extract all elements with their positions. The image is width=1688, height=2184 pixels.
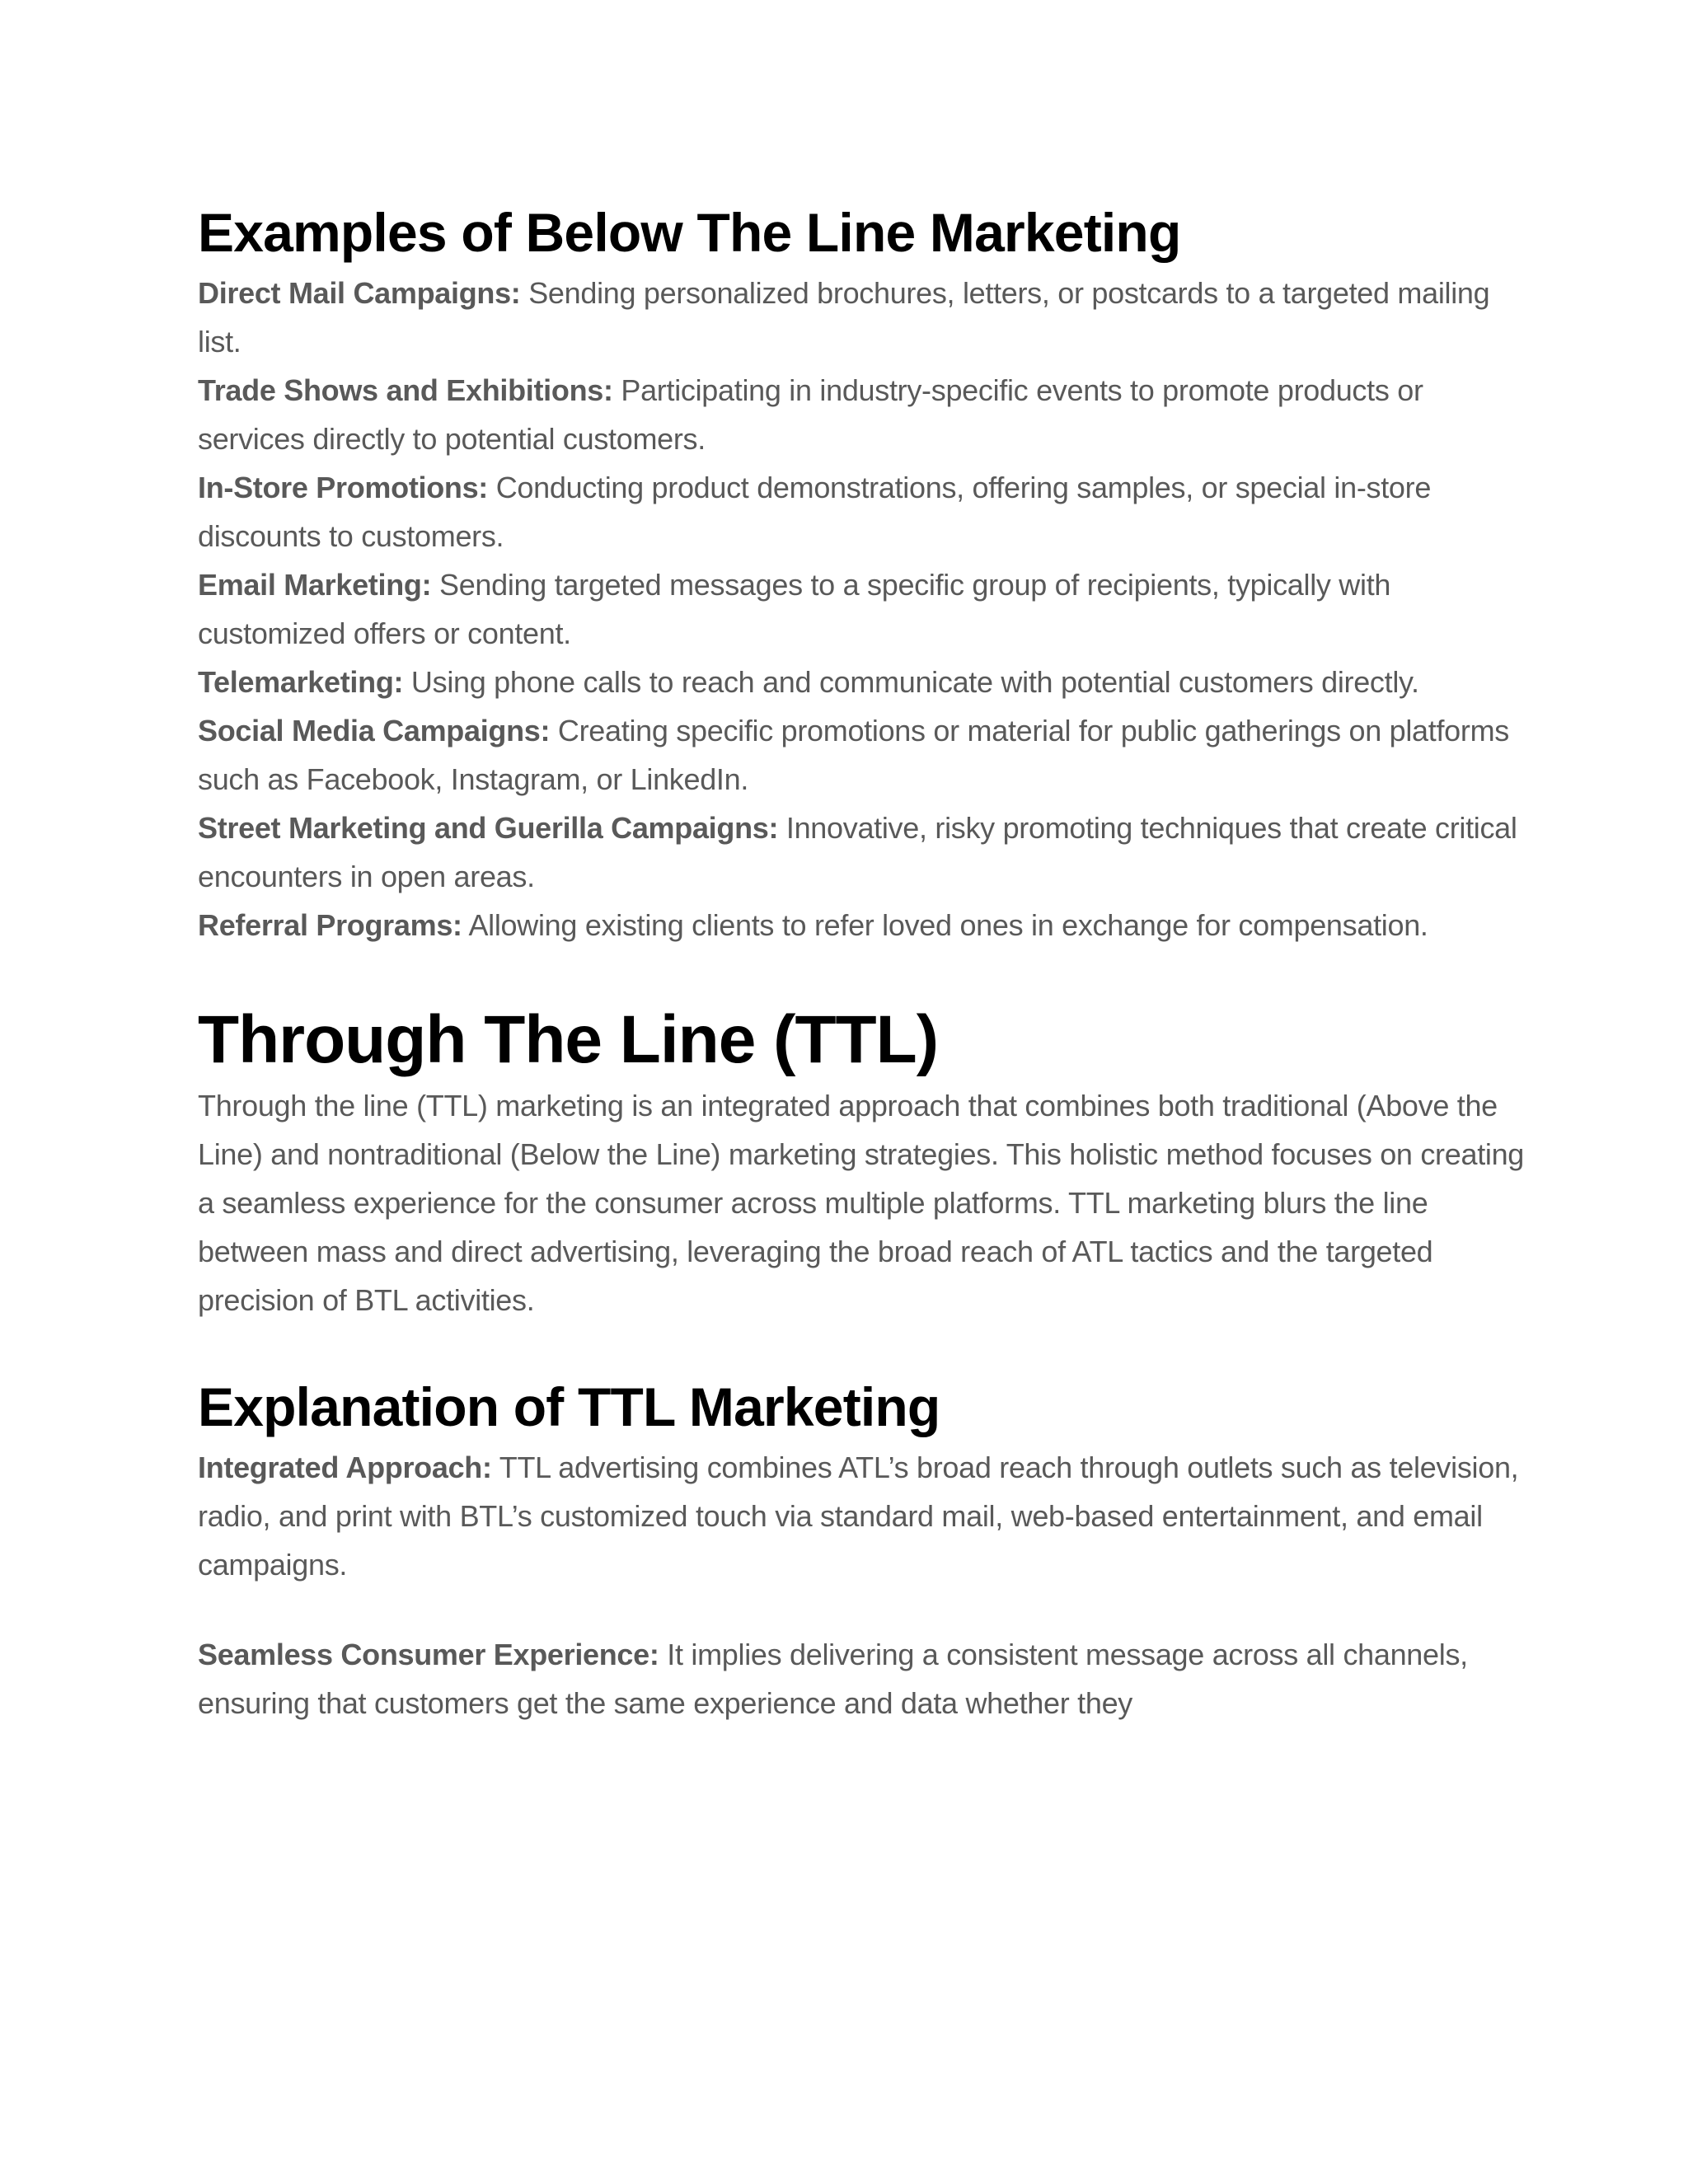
item-term: Telemarketing: <box>198 665 404 699</box>
item-text: Conducting product demonstrations, offering samples, or special in-store discounts to customers. <box>198 471 1432 553</box>
item-text: Creating specific promotions or material for public gatherings on platforms such as Facebook, Instagram, or LinkedIn. <box>198 714 1509 796</box>
item-text: Innovative, risky promoting techniques that create critical encounters in open areas. <box>198 811 1517 893</box>
list-item <box>198 658 1533 706</box>
list-item <box>198 1630 1533 1727</box>
ttl-explanation-list <box>198 1443 1533 1727</box>
item-term: Trade Shows and Exhibitions: <box>198 373 613 407</box>
document-page <box>198 196 1533 1727</box>
btl-examples-list <box>198 269 1533 949</box>
section-heading-btl-examples: Examples of Below The Line Marketing <box>198 202 1181 263</box>
list-item <box>198 269 1533 366</box>
item-text: Using phone calls to reach and communicate with potential customers directly. <box>403 665 1419 699</box>
section-heading-ttl-explanation: Explanation of TTL Marketing <box>198 1376 940 1437</box>
section-heading-ttl: Through The Line (TTL) <box>198 1002 939 1077</box>
list-item <box>198 804 1533 901</box>
spacer <box>198 949 1533 999</box>
item-term: Integrated Approach: <box>198 1451 492 1484</box>
item-term: Street Marketing and Guerilla Campaigns: <box>198 811 779 845</box>
list-item <box>198 560 1533 658</box>
item-text: It implies delivering a consistent message across all channels, ensuring that customers get the same experience and data whether they <box>198 1638 1468 1720</box>
list-item <box>198 901 1533 949</box>
list-item <box>198 366 1533 463</box>
list-item <box>198 1443 1533 1589</box>
item-term: Social Media Campaigns: <box>198 714 551 748</box>
item-text: Sending personalized brochures, letters, or postcards to a targeted mailing list. <box>198 276 1490 359</box>
item-term: Seamless Consumer Experience: <box>198 1638 659 1671</box>
item-text: Allowing existing clients to refer loved ones in exchange for compensation. <box>462 908 1428 942</box>
spacer <box>198 1324 1533 1371</box>
list-item <box>198 463 1533 560</box>
item-term: Email Marketing: <box>198 568 432 602</box>
list-item <box>198 706 1533 804</box>
item-text: Participating in industry-specific events to promote products or services directly to potential customers. <box>198 373 1423 456</box>
item-term: In-Store Promotions: <box>198 471 488 504</box>
item-term: Direct Mail Campaigns: <box>198 276 521 310</box>
item-text: TTL advertising combines ATL’s broad reach through outlets such as television, radio, and print with BTL’s customized touch via standard mail, web-based entertainment, and email campaigns. <box>198 1451 1519 1582</box>
spacer <box>198 1589 1533 1630</box>
item-text: Sending targeted messages to a specific group of recipients, typically with customized offers or content. <box>198 568 1391 650</box>
item-term: Referral Programs: <box>198 908 462 942</box>
ttl-paragraph: Through the line (TTL) marketing is an integrated approach that combines both traditional (Above the Line) and nontraditional (Below the Line) marketing strategies. This holistic method focuses on creating a seamless experience for the consumer across multiple platforms. TTL marketing blurs the line between mass and direct advertising, leveraging the broad reach of ATL tactics and the targeted precision of BTL activities. <box>198 1089 1525 1317</box>
